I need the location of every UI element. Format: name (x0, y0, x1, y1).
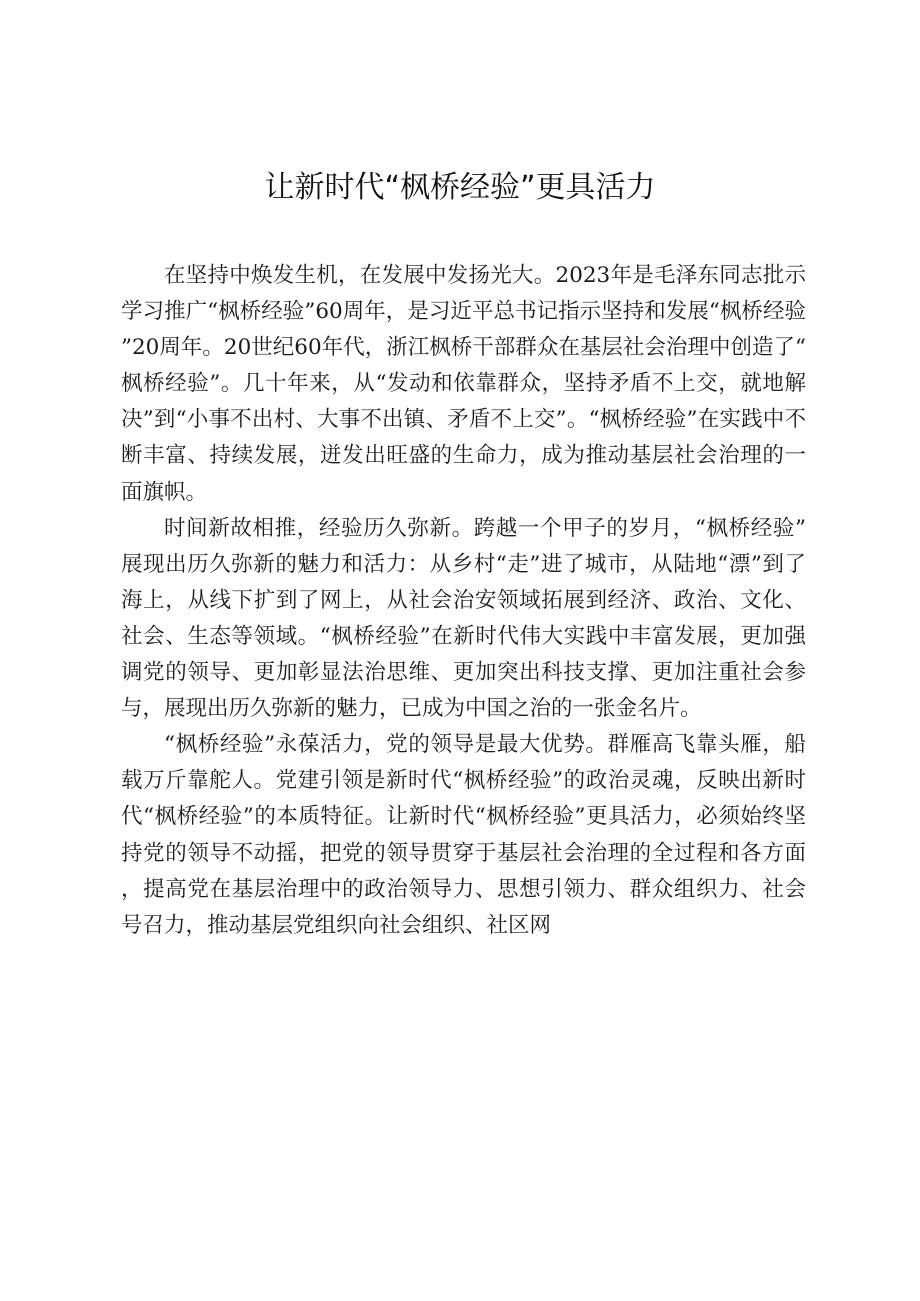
document-body (121, 258, 806, 944)
document-title: 让新时代“枫桥经验”更具活力 (264, 170, 656, 205)
paragraph: 在坚持中焕发生机，在发展中发扬光大。2023年是毛泽东同志批示学习推广“枫桥经验”60周年，是习近平总书记指示坚持和发展“枫桥经验”20周年。20世纪60年代，浙江枫桥干部群众在基层社会治理中创造了“枫桥经验”。几十年来，从“发动和依靠群众，坚持矛盾不上交，就地解决”到“小事不出村、大事不出镇、矛盾不上交”。“枫桥经验”在实践中不断丰富、持续发展，迸发出旺盛的生命力，成为推动基层社会治理的一面旗帜。 (121, 263, 806, 505)
paragraph: 时间新故相推，经验历久弥新。跨越一个甲子的岁月，“枫桥经验”展现出历久弥新的魅力和活力：从乡村“走”进了城市，从陆地“漂”到了海上，从线下扩到了网上，从社会治安领域拓展到经济、政治、文化、社会、生态等领域。“枫桥经验”在新时代伟大实践中丰富发展，更加强调党的领导、更加彰显法治思维、更加突出科技支撑、更加注重社会参与，展现出历久弥新的魅力，已成为中国之治的一张金名片。 (121, 515, 806, 722)
paragraph: “枫桥经验”永葆活力，党的领导是最大优势。群雁高飞靠头雁，船载万斤靠舵人。党建引领是新时代“枫桥经验”的政治灵魂，反映出新时代“枫桥经验”的本质特征。让新时代“枫桥经验”更具活力，必须始终坚持党的领导不动摇，把党的领导贯穿于基层社会治理的全过程和各方面，提高党在基层治理中的政治领导力、思想引领力、群众组织力、社会号召力，推动基层党组织向社会组织、社区网 (121, 732, 806, 938)
